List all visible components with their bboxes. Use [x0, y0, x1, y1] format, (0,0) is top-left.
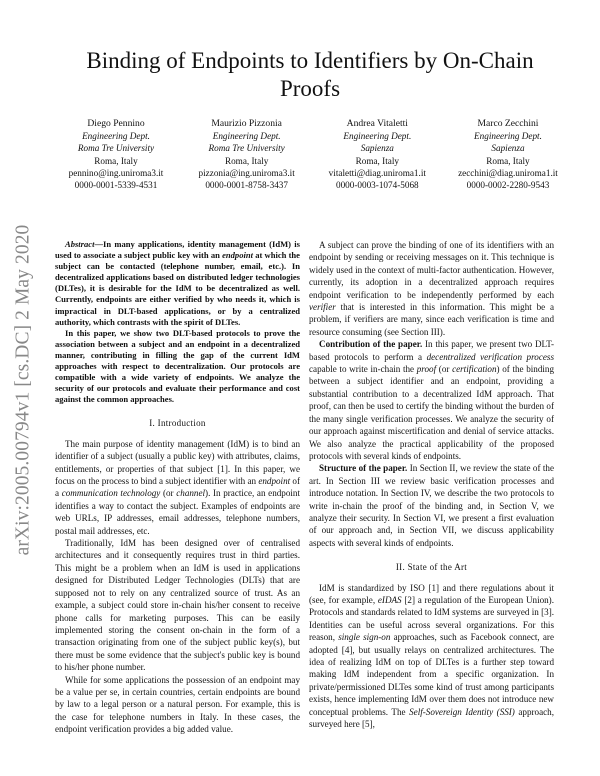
author-dept: Engineering Dept. — [212, 131, 281, 142]
intro-paragraph-3: While for some applications the possession of an endpoint may be a value per se, in certain countries, certain endpoints are bound by law to a legal person or a natural person. For example, this is the case for telephone numbers in Italy. In these cases, the endpoint verification provides a big added value. — [55, 674, 300, 735]
body-text: (or — [436, 364, 453, 375]
body-text: of a — [55, 476, 300, 499]
body-emphasis: decentralized verification process — [426, 351, 554, 362]
abstract-text: —In many applications, identity management (IdM) is used to associate a subject public key with an — [55, 239, 300, 261]
body-text: In Section II, we review the state of the art. In Section III we review basic verification processes and introduce notation. In Section IV, we describe the two protocols to write in-chain the proof of the binding and, in Section V, we analyze their security. In Section VI, we present a first evaluation of our approach and, in Section VII, we discuss applicability aspects with several kinds of endpoints. — [309, 463, 554, 548]
body-text: [2] a regulation of the European Union). Protocols and standards related to IdM systems are surveyed in [3]. Identities can be useful across several organizations. For this reason, — [309, 594, 554, 643]
author-email[interactable]: zecchini@diag.uniroma1.it — [458, 167, 558, 178]
abstract-text: at which the subject can be contacted (telephone number, email, etc.). In decentralized applications based on distributed ledger technologies (DLTes), it is desirable for the IdM to be decentralized as well. Currently, endpoints are either verified by who needs it, which is impractical in DLT-based applications, or by a centralized authority, which contrasts with the spirit of DLTes. — [55, 250, 300, 327]
body-text: approach, surveyed here [5], — [309, 706, 554, 730]
body-text: approaches, such as Facebook connect, are adopted [4], but usually relays on centralized architectures. The idea of realizing IdM on top of DLTes is a further step toward making IdM independent from a specific organization. In private/permissioned DLTes some kind of trust among participants exists, hence implementing IdM over them does not introduce new conceptual problems. The — [309, 632, 554, 717]
arxiv-identifier — [4, 190, 42, 590]
intro-paragraph-4 — [309, 239, 554, 338]
body-text: that is interested in this information. This might be a problem, if verifiers are many, since each verification is time and resource consuming (see Section III). — [309, 302, 554, 337]
body-emphasis: endpoint — [258, 476, 291, 487]
author-orcid: 0000-0001-8758-3437 — [205, 180, 288, 191]
author-univ: Roma Tre University — [77, 143, 155, 154]
abstract-label: Abstract — [65, 239, 95, 249]
body-emphasis: eIDAS — [377, 594, 402, 605]
author-city: Roma, Italy — [224, 155, 269, 166]
abstract — [55, 239, 300, 405]
left-column — [55, 239, 300, 736]
author-univ: Sapienza — [360, 143, 394, 154]
soa-paragraph-1 — [309, 582, 554, 731]
abstract-paragraph-2: In this paper, we show two DLT-based protocols to prove the association between a subject and an endpoint in a decentralized manner, contributing in filling the gap of the current IdM approaches with respect to decentralization. Our protocols are compatible with a wide variety of endpoints. We analyze the security of our protocols and evaluate their performance and cost against the common approaches. — [55, 327, 300, 405]
right-column — [309, 239, 554, 730]
body-text: capable to write in-chain the — [309, 364, 417, 375]
body-text: The main purpose of identity management (IdM) is to bind an identifier of a subject (usually a public key) with attributes, claims, entitlements, or properties of that subject [1]. In this paper, we focus on the process to bind a subject identifier with an — [55, 438, 300, 487]
structure-paragraph — [309, 462, 554, 549]
author-orcid: 0000-0002-2280-9543 — [466, 180, 550, 191]
author-3 — [313, 118, 441, 191]
paper-title: Binding of Endpoints to Identifiers by On-Chain Proofs — [86, 48, 534, 101]
author-orcid: 0000-0001-5339-4531 — [74, 180, 158, 191]
contribution-paragraph — [309, 338, 554, 462]
author-dept: Engineering Dept. — [474, 131, 542, 142]
author-2 — [183, 118, 311, 191]
body-emphasis: communication technology — [61, 488, 161, 499]
author-dept: Engineering Dept. — [343, 131, 412, 142]
body-text: ). In practice, an endpoint identifies a way to contact the subject. Examples of endpoints are web URLs, IP addresses, email addresses, telephone numbers, postal mail addresses, etc. — [55, 488, 300, 536]
body-text: IdM is standardized by ISO [1] and there regulations about it (see, for example, — [309, 582, 554, 605]
body-text: In this paper, we present two DLT-based protocols to perform a — [309, 339, 554, 362]
author-email[interactable]: pennino@ing.uniroma3.it — [68, 167, 164, 178]
author-email[interactable]: pizzonia@ing.uniroma3.it — [198, 167, 295, 178]
body-text: A subject can prove the binding of one of its identifiers with an endpoint by sending or receiving messages on it. This technique is widely used in the context of multi-factor authentication. However, currently, its adoption in a decentralized approach requires endpoint verification to be independently performed by each — [309, 240, 554, 300]
author-city: Roma, Italy — [94, 155, 138, 166]
section-heading-introduction: I. Introduction — [149, 418, 206, 429]
author-1 — [52, 118, 180, 191]
intro-paragraph-2: Traditionally, IdM has been designed over of centralised architectures and it consequently requires trust in third parties. This might be a problem when an IdM is used in applications designed for Distributed Ledger Technologies (DLTs) that are supposed not to rely on any centralized source of trust. As an example, a subject could store in-chain his/her consent to receive phone calls for marketing purposes. This can be easily implemented storing the consent on-chain in the form of a transaction originating from one of the subject public key(s), but there must be some evidence that the subject's public key is bound to his/her phone number. — [55, 538, 300, 673]
author-name: Andrea Vitaletti — [346, 118, 408, 129]
body-emphasis: certification — [452, 364, 497, 375]
section-heading-state-of-the-art: II. State of the Art — [395, 562, 468, 573]
paragraph-lead: Contribution of the paper. — [319, 339, 423, 350]
body-emphasis: verifier — [309, 302, 336, 313]
body-emphasis: single sign-on — [338, 632, 391, 643]
author-block — [52, 118, 572, 191]
body-text: (or — [160, 488, 177, 499]
author-city: Roma, Italy — [486, 155, 530, 166]
body-emphasis: Self-Sovereign Identity (SSI) — [409, 706, 515, 717]
author-orcid: 0000-0003-1074-5068 — [335, 180, 419, 191]
abstract-emphasis: endpoint — [222, 250, 253, 261]
intro-paragraph-1 — [55, 438, 300, 537]
author-email[interactable]: vitaletti@diag.uniroma1.it — [328, 167, 426, 178]
abstract-paragraph-1 — [55, 239, 300, 328]
author-city: Roma, Italy — [355, 155, 399, 166]
body-text: ) of the binding between a subject identifier and an endpoint, providing a substantial contribution to a decentralized IdM approach. That proof, can then be used to certify the binding without the burden of the many single verification processes. We analyze the security of our approach against miscertification and denial of service attacks. We also analyze the practical applicability of the proposed protocols with several kinds of endpoints. — [309, 364, 555, 461]
paragraph-lead: Structure of the paper. — [319, 463, 408, 474]
author-univ: Sapienza — [491, 143, 525, 154]
author-name: Marco Zecchini — [477, 118, 539, 129]
author-univ: Roma Tre University — [208, 143, 285, 154]
author-name: Maurizio Pizzonia — [211, 118, 282, 129]
author-dept: Engineering Dept. — [82, 131, 150, 142]
body-emphasis: proof — [416, 364, 437, 375]
author-4 — [444, 118, 572, 191]
body-emphasis: channel — [176, 488, 206, 499]
author-name: Diego Pennino — [87, 118, 145, 129]
arxiv-id-text: arXiv:2005.00794v1 [cs.DC] 2 May 2020 — [12, 224, 33, 556]
